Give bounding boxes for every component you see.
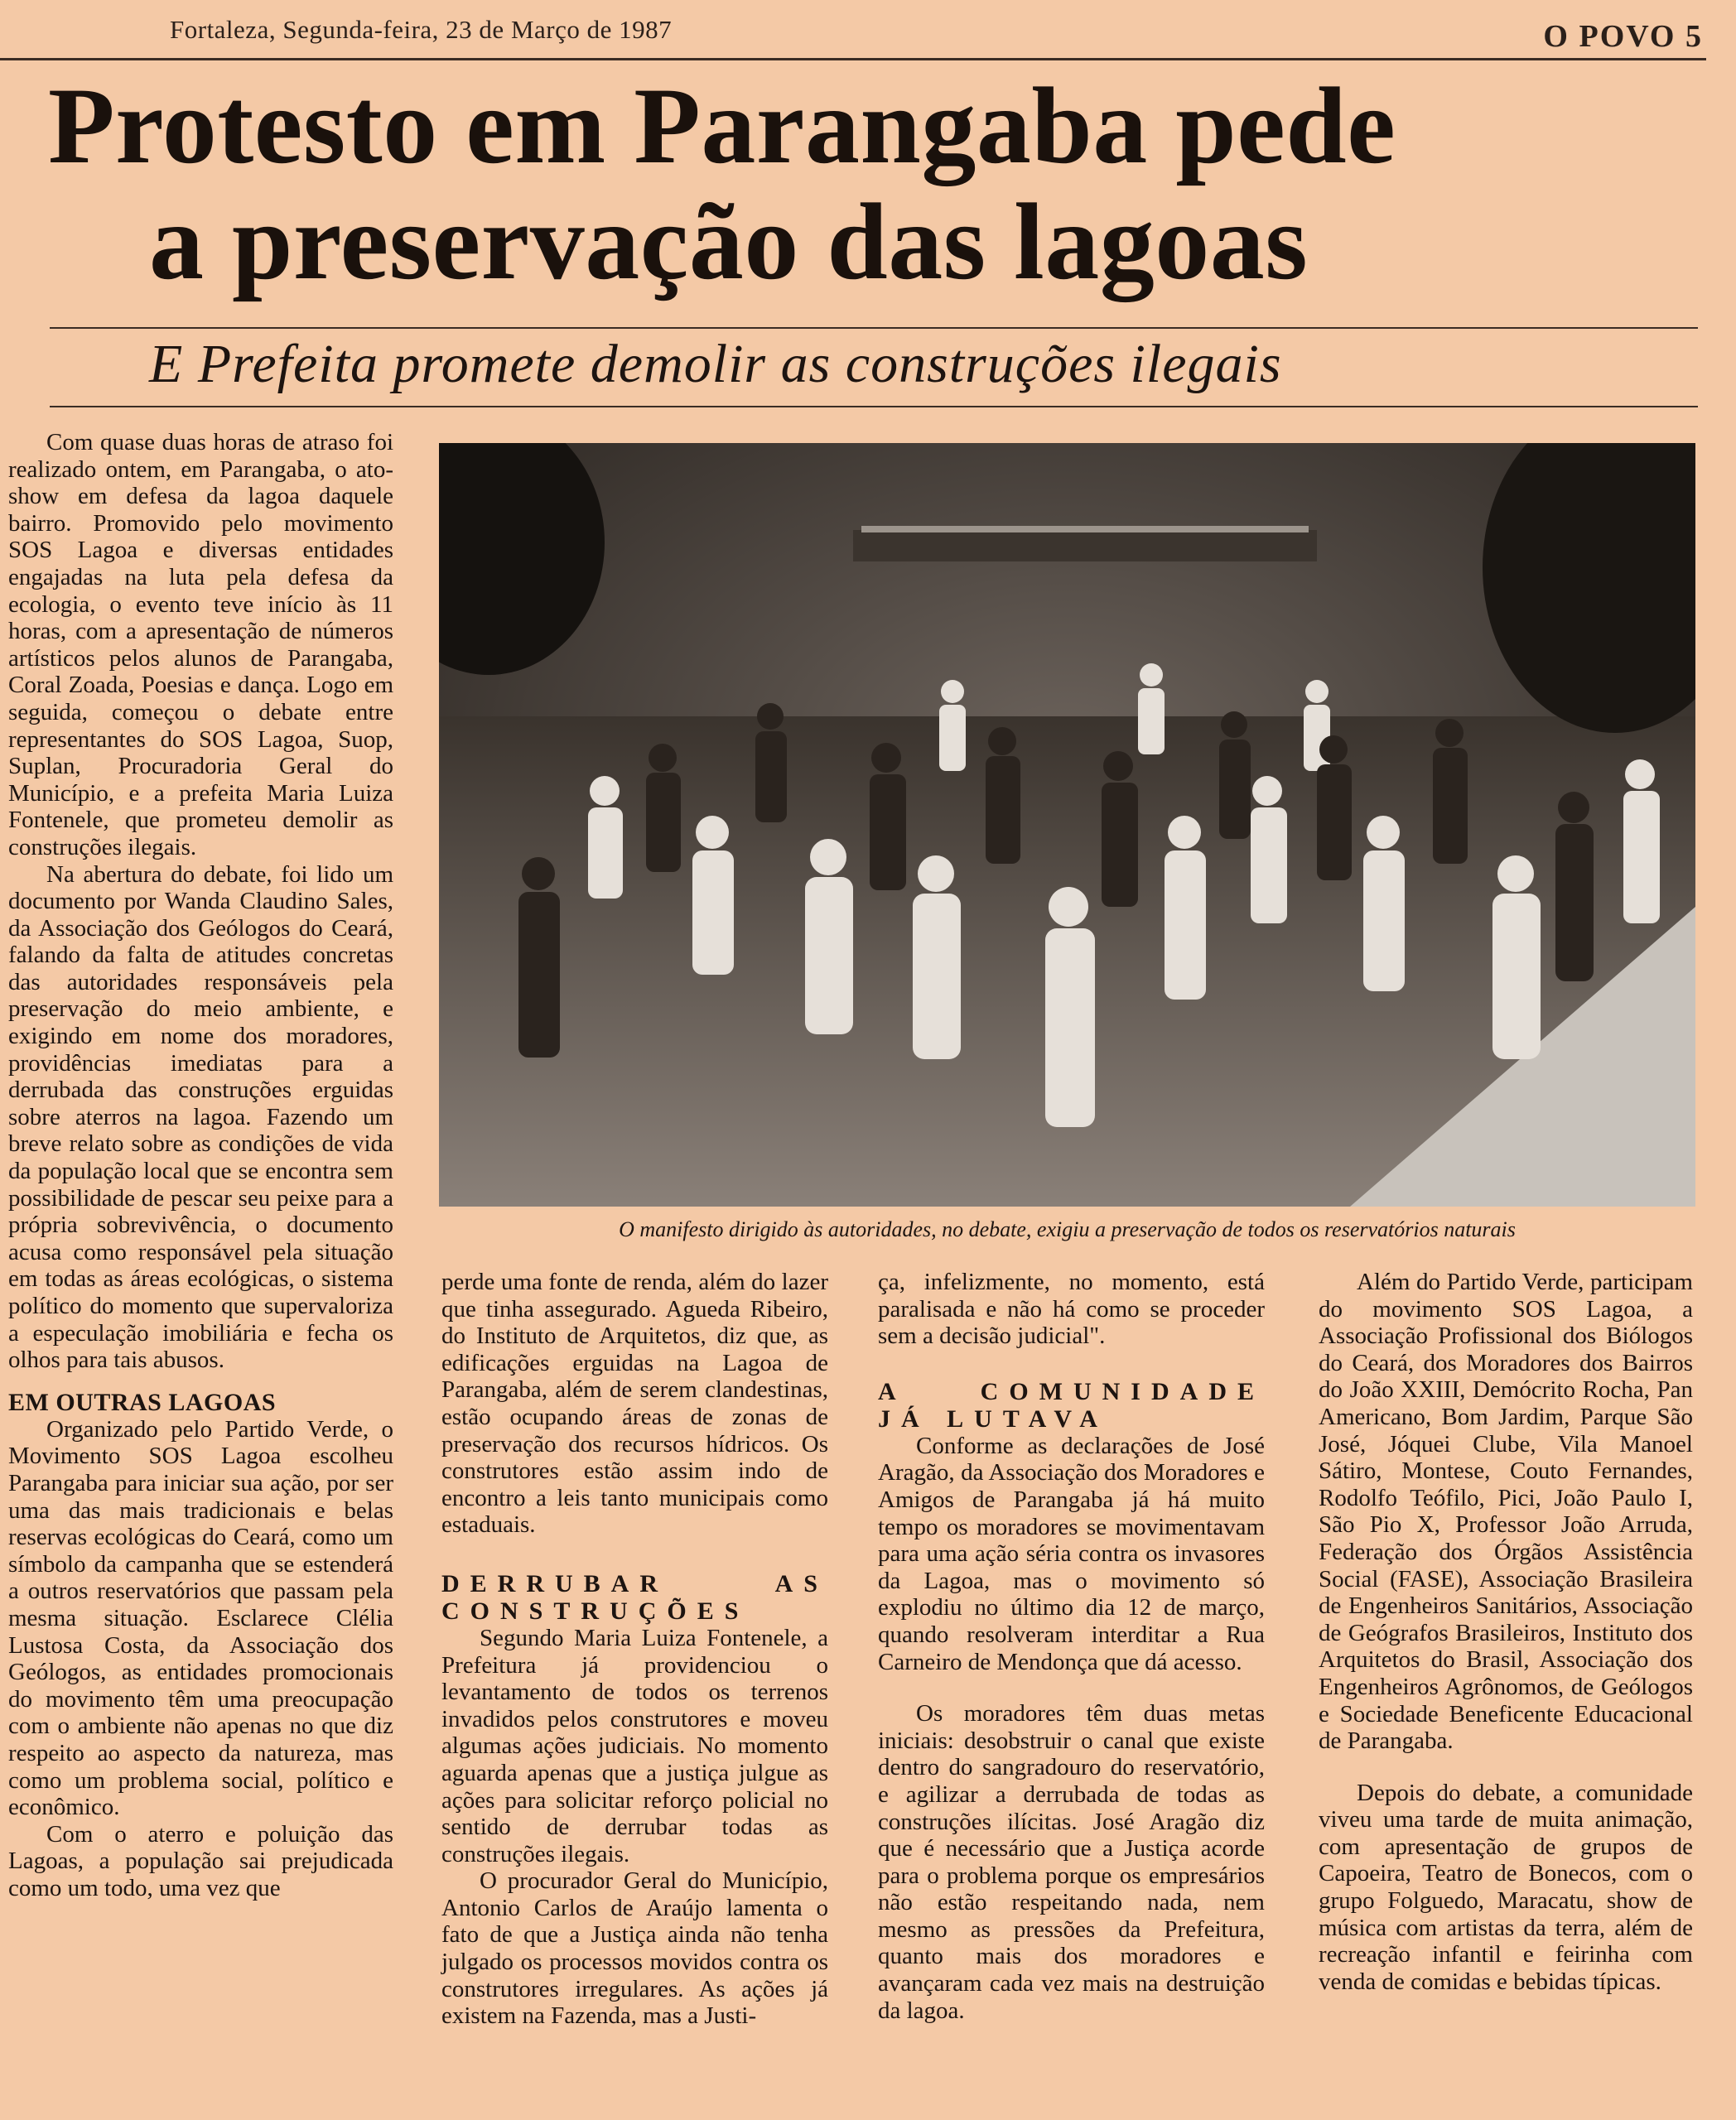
paragraph: ça, infelizmente, no momento, está paralisada e não há como se proceder sem a decisão judicial". (878, 1269, 1265, 1350)
spacer (1319, 1755, 1693, 1780)
paragraph: Segundo Maria Luiza Fontenele, a Prefeitura já providenciou o levantamento de todos os terrenos invadidos pelos construtores e moveu algumas ações judiciais. No momento aguarda apenas que a justiça julgue as ações para solicitar reforço policial no sentido de derrubar todas as construções ilegais. (441, 1624, 828, 1867)
headline (33, 65, 1690, 302)
newspaper-folio: O POVO 5 (1543, 19, 1703, 54)
article-column-3 (878, 1269, 1265, 2024)
headline-line-1: Protesto em Parangaba pede (48, 65, 1396, 186)
section-heading: DERRUBAR AS CONSTRUÇÕES (441, 1569, 828, 1625)
paragraph: Na abertura do debate, foi lido um documento por Wanda Claudino Sales, da Associação dos Geólogos do Ceará, falando da falta de atitudes concretas das autoridades responsáveis pela preservação do meio ambiente, e exigindo em nome dos moradores, providências imediatas para a derrubada das construções erguidas sobre aterros na lagoa. Fazendo um breve relato sobre as condições de vida da população local que se encontra sem possibilidade de pescar seu peixe para a própria sobrevivência, o documento acusa como responsável pela situação em todas as áreas ecológicas, o sistema político do momento que supervaloriza a especulação imobiliária e fecha os olhos para tais abusos. (8, 860, 393, 1374)
photo-caption: O manifesto dirigido às autoridades, no debate, exigiu a preservação de todos os reservatórios naturais (619, 1217, 1516, 1241)
subhead-rule (50, 406, 1698, 407)
photo-illustration (439, 443, 1695, 1207)
article-column-1 (8, 429, 393, 1901)
dateline: Fortaleza, Segunda-feira, 23 de Março de 1987 (170, 15, 673, 44)
protest-photo (439, 443, 1695, 1207)
spacer (441, 1539, 828, 1567)
paragraph: O procurador Geral do Município, Antonio Carlos de Araújo lamenta o fato de que a Justiça ainda não tenha julgado os processos movidos contra os construtores irregulares. As ações já existem na Fazenda, mas a Justi- (441, 1867, 828, 2030)
paragraph: Conforme as declarações de José Aragão, da Associação dos Moradores e Amigos de Parangaba já há muito tempo os moradores se movimentavam para uma ação séria contra os invasores da Lagoa, mas o movimento só explodiu no último dia 12 de março, quando resolveram interditar a Rua Carneiro de Mendonça que dá acesso. (878, 1432, 1265, 1675)
subheadline: E Prefeita promete demolir as construções ilegais (149, 334, 1282, 394)
header-rule (0, 58, 1706, 60)
spacer (878, 1675, 1265, 1700)
spacer (878, 1350, 1265, 1375)
headline-rule (50, 327, 1698, 329)
section-heading: EM OUTRAS LAGOAS (8, 1388, 277, 1416)
paragraph: Com quase duas horas de atraso foi realizado ontem, em Parangaba, o ato-show em defesa da lagoa daquele bairro. Promovido pelo movimento SOS Lagoa e diversas entidades engajadas na luta pela defesa da ecologia, o evento teve início às 11 horas, com a apresentação de números artísticos pelos alunos de Parangaba, Coral Zoada, Poesias e dança. Logo em seguida, começou o debate entre representantes do SOS Lagoa, Suop, Suplan, Procuradoria Geral do Município, e a prefeita Maria Luiza Fontenele, que prometeu demolir as construções ilegais. (8, 429, 393, 860)
spacer (8, 1374, 393, 1385)
section-heading: A COMUNIDADE JÁ LUTAVA (878, 1377, 1265, 1433)
paragraph: Os moradores têm duas metas iniciais: desobstruir o canal que existe dentro do sangradouro do reservatório, e agilizar a derrubada de todas as construções ilícitas. José Aragão diz que é necessário que a Justiça acorde para o problema porque os empresários não estão respeitando nada, nem mesmo as pressões da Prefeitura, quanto mais dos moradores e avançaram cada vez mais na destruição da lagoa. (878, 1700, 1265, 2024)
paragraph: Com o aterro e poluição das Lagoas, a população sai prejudicada como um todo, uma vez que (8, 1820, 393, 1901)
article-column-4 (1319, 1269, 1693, 1995)
paragraph: Depois do debate, a comunidade viveu uma tarde de muita animação, com apresentação de grupos de Capoeira, Teatro de Bonecos, com o grupo Folguedo, Maracatu, show de música com artistas da terra, além de recreação infantil e feirinha com venda de comidas e bebidas típicas. (1319, 1779, 1693, 1995)
headline-line-2: a preservação das lagoas (149, 181, 1309, 302)
paragraph: Organizado pelo Partido Verde, o Movimento SOS Lagoa escolheu Parangaba para iniciar sua ação, por ser uma das mais tradicionais e belas reservas ecológicas do Ceará, como um símbolo da campanha que se estenderá a outros reservatórios que passam pela mesma situação. Esclarece Clélia Lustosa Costa, da Associação dos Geólogos, as entidades promocionais do movimento têm uma preocupação com o ambiente não apenas no que diz respeito ao aspecto da natureza, mas como um problema social, político e econômico. (8, 1415, 393, 1821)
paragraph: Além do Partido Verde, participam do movimento SOS Lagoa, a Associação Profissional dos Biólogos do Ceará, dos Moradores dos Bairros do João XXIII, Demócrito Rocha, Pan Americano, Bom Jardim, Parque São José, Jóquei Clube, Vila Manoel Sátiro, Montese, Couto Fernandes, Rodolfo Teófilo, Pici, João Paulo I, São Pio X, Professor João Arruda, Federação dos Órgãos Assistência Social (FASE), Associação Brasileira de Engenheiros Sanitários, Associação de Geógrafos Brasileiros, Instituto dos Arquitetos do Brasil, Associação dos Engenheiros Agrônomos, de Geólogos e Sociedade Beneficente Educacional de Parangaba. (1319, 1269, 1693, 1755)
article-column-2 (441, 1269, 828, 2030)
paragraph: perde uma fonte de renda, além do lazer que tinha assegurado. Agueda Ribeiro, do Instituto de Arquitetos, diz que, as edificações erguidas na Lagoa de Parangaba, além de serem clandestinas, estão ocupando áreas de zonas de preservação dos recursos hídricos. Os construtores estão assim indo de encontro a leis tanto municipais como estaduais. (441, 1269, 828, 1539)
